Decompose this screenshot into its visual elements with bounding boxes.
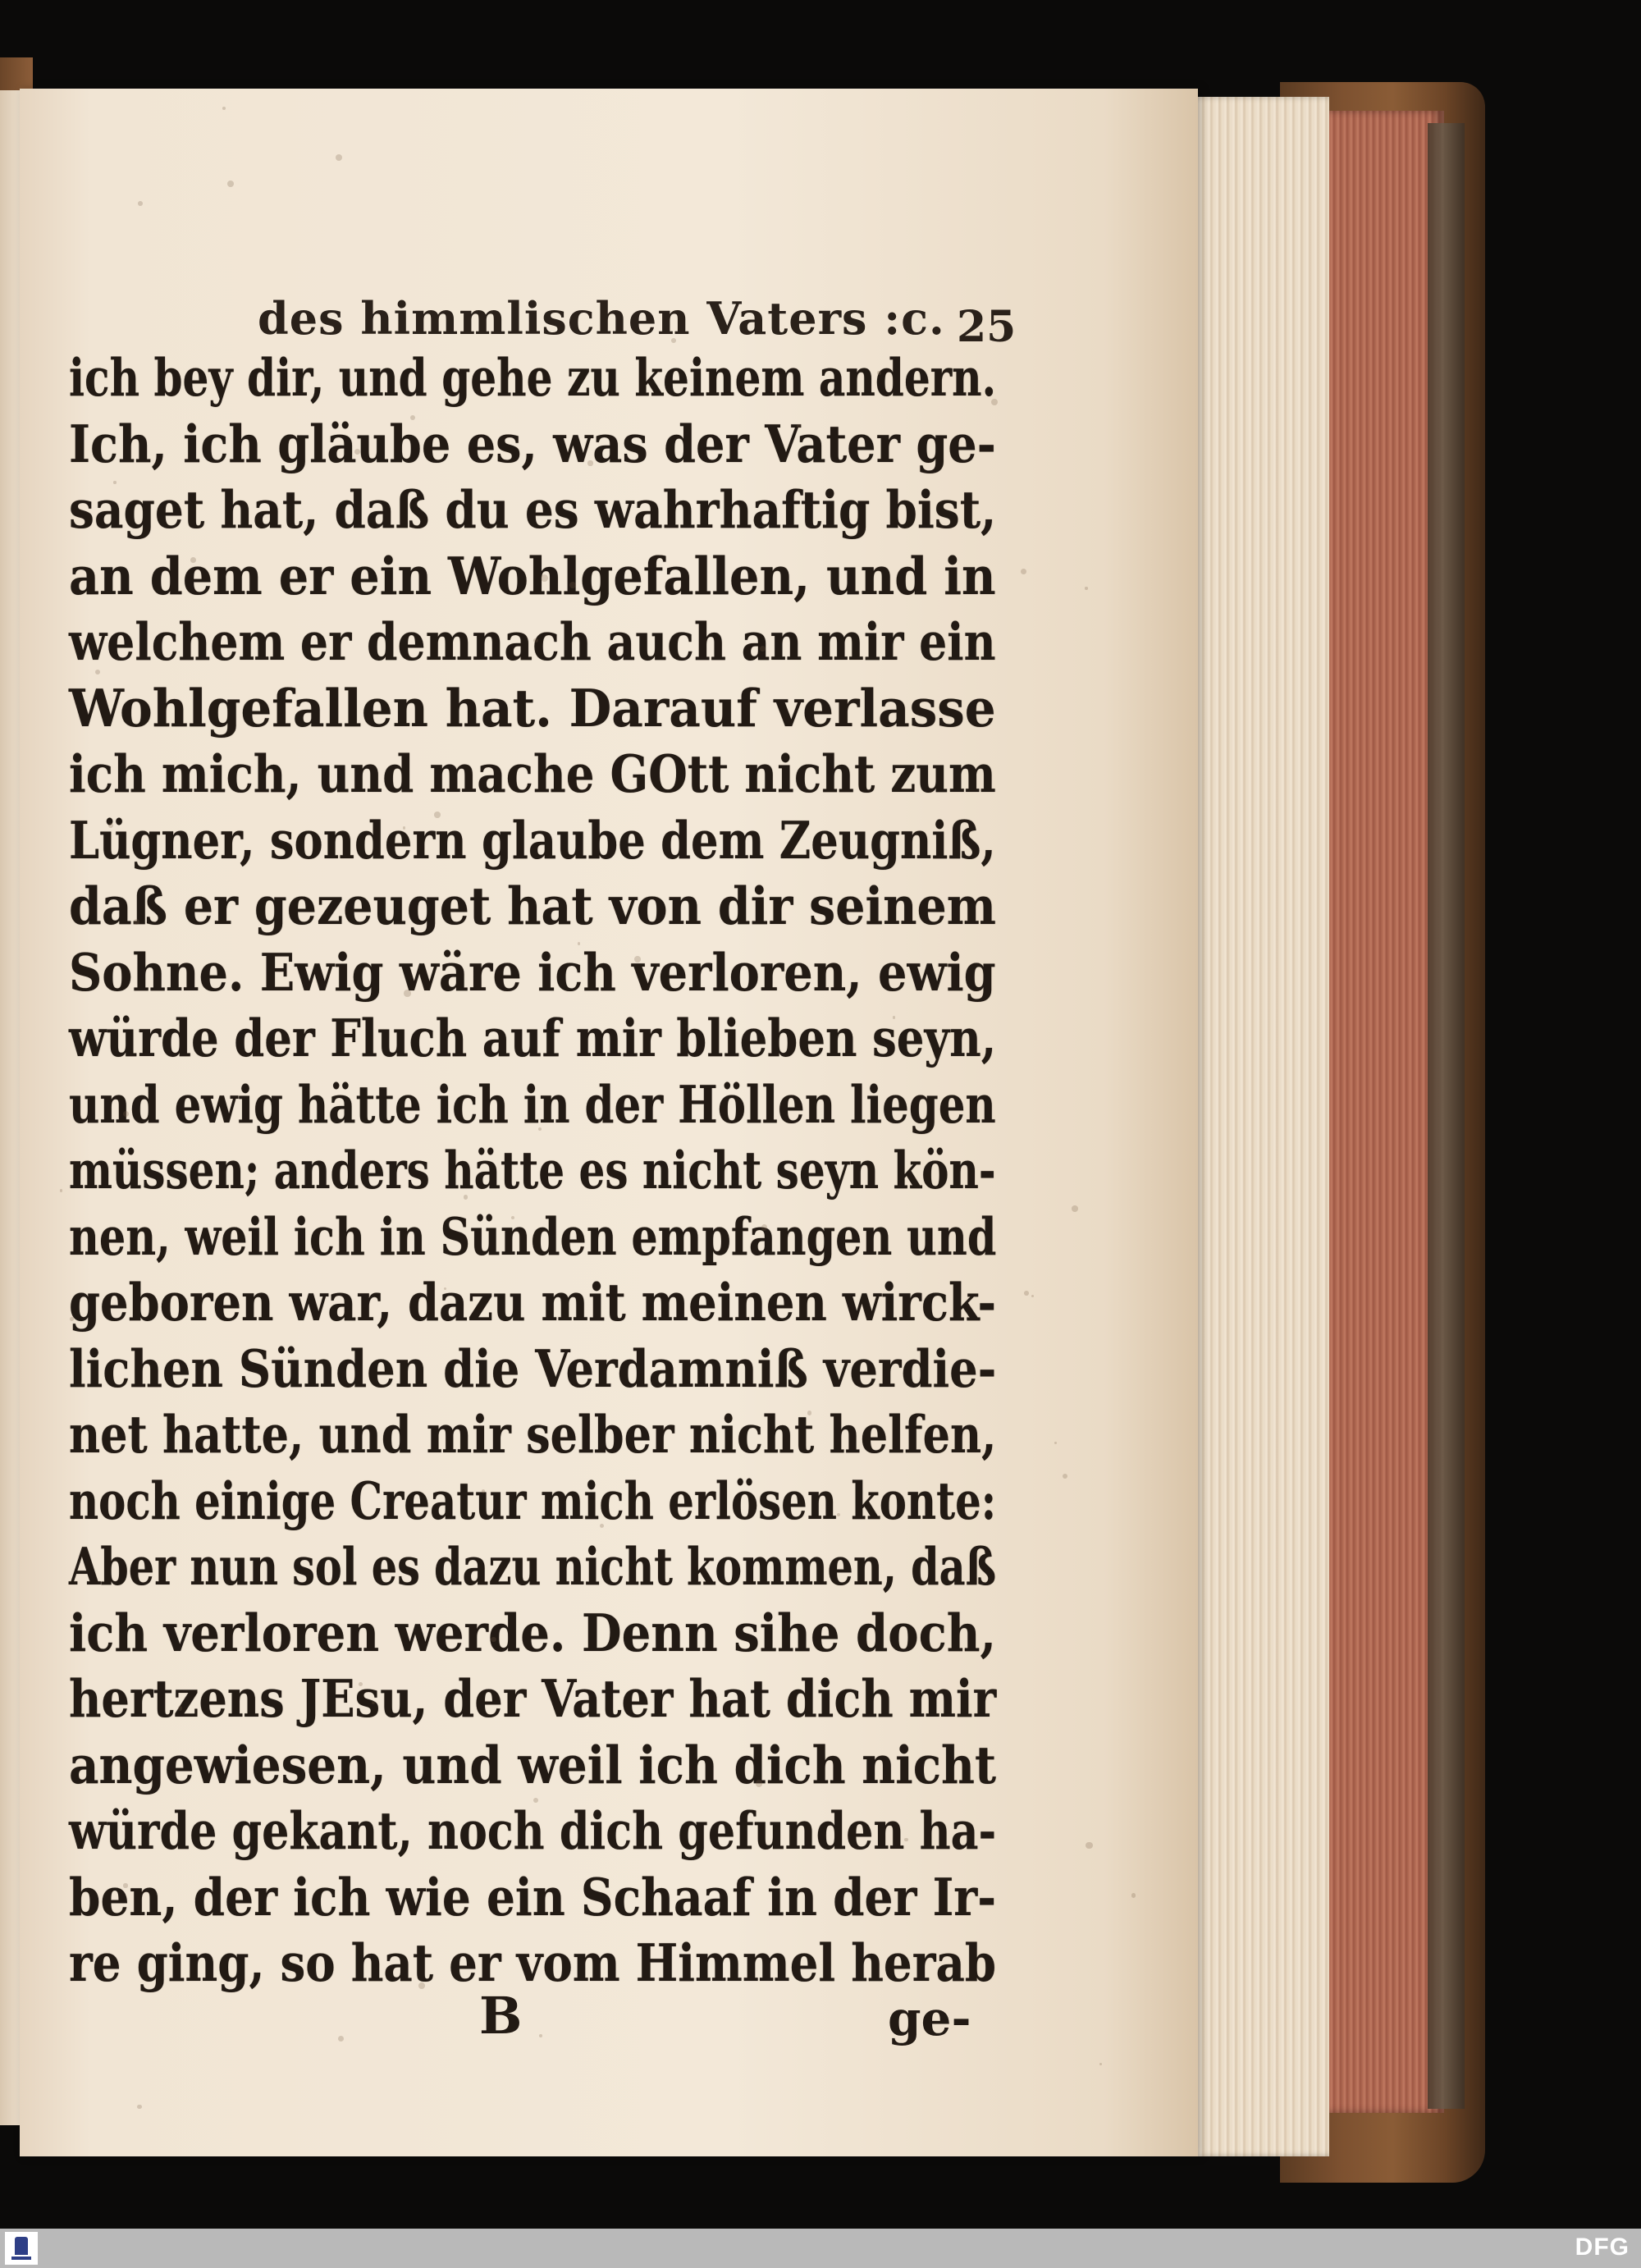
paper-speck (541, 574, 548, 582)
text-line: Sohne. Ewig wäre ich verloren, ewig (69, 941, 996, 1003)
text-line: saget hat, daß du es wahrhaftig bist, (69, 479, 997, 540)
text-line: geboren war, dazu mit meinen wirck- (69, 1272, 997, 1333)
paper-speck (1024, 1291, 1029, 1296)
paper-speck (60, 1189, 62, 1191)
text-line: re ging, so hat er vom Himmel herab (69, 1932, 997, 1993)
paper-speck (1021, 569, 1026, 574)
paper-speck (991, 399, 998, 405)
text-line: ich verloren werde. Denn sihe doch, (69, 1602, 997, 1663)
page-number: 25 (957, 302, 1017, 352)
cover-edge (1428, 123, 1465, 2109)
paper-speck (113, 481, 116, 483)
text-line: angewiesen, und weil ich dich nicht (69, 1734, 997, 1795)
paper-speck (1086, 1842, 1093, 1850)
paper-speck (134, 919, 139, 925)
paper-speck (95, 670, 100, 674)
text-line: würde der Fluch auf mir blieben seyn, (69, 1008, 997, 1068)
paper-speck (338, 2036, 344, 2042)
text-line: ben, der ich wie ein Schaaf in der Ir- (69, 1866, 997, 1927)
paper-speck (444, 1287, 446, 1290)
paper-speck (464, 1195, 469, 1200)
paper-speck (137, 2105, 142, 2110)
text-line: würde gekant, noch dich gefunden ha- (69, 1800, 997, 1861)
paper-speck (190, 557, 196, 563)
paper-speck (797, 424, 800, 428)
running-head: des himmlischen Vaters :c. (258, 292, 945, 345)
paper-speck (403, 826, 405, 829)
paper-speck (227, 181, 234, 187)
library-logo-icon[interactable] (5, 2232, 38, 2265)
paper-speck (418, 1982, 424, 1988)
text-line: und ewig hätte ich in der Höllen liegen (69, 1073, 996, 1135)
paper-speck (404, 990, 411, 997)
paper-speck (511, 1216, 514, 1219)
paper-speck (354, 449, 360, 455)
text-line: Aber nun sol es dazu nicht kommen, daß (69, 1536, 997, 1597)
paper-speck (336, 154, 342, 161)
viewer-footer (0, 2229, 1641, 2268)
text-line: an dem er ein Wohlgefallen, und in (69, 545, 996, 606)
paper-speck (70, 1317, 74, 1321)
paper-speck (1054, 1442, 1058, 1445)
paper-speck (1131, 1893, 1136, 1898)
text-line: Wohlgefallen hat. Darauf verlasse (69, 677, 996, 738)
text-line: müssen; anders hätte es nicht seyn kön- (69, 1140, 996, 1200)
text-line: noch einige Creatur mich erlösen konte: (69, 1470, 997, 1531)
paper-speck (1099, 2063, 1102, 2065)
paper-speck (123, 1883, 127, 1887)
paper-speck (1072, 1205, 1078, 1212)
paper-speck (877, 371, 880, 374)
text-line: Ich, ich gläube es, was der Vater ge- (69, 413, 996, 474)
paper-speck (671, 338, 676, 343)
text-line: Lügner, sondern glaube dem Zeugniß, (69, 809, 996, 871)
paper-speck (434, 812, 441, 818)
paper-speck (578, 942, 581, 945)
paper-speck (482, 1489, 485, 1493)
paper-speck (569, 582, 576, 588)
paper-speck (1063, 1474, 1067, 1479)
paper-speck (904, 1838, 908, 1842)
paper-speck (893, 1016, 895, 1018)
paper-speck (539, 2034, 542, 2037)
text-line: ich bey dir, und gehe zu keinem andern. (69, 347, 997, 408)
book-page (20, 89, 1198, 2156)
text-line: welchem er demnach auch an mir ein (69, 611, 996, 672)
catchword: ge- (888, 1991, 971, 2046)
text-line: net hatte, und mir selber nicht helfen, (69, 1404, 997, 1465)
text-line: lichen Sünden die Verdamniß verdie- (69, 1337, 997, 1399)
paper-speck (756, 1780, 763, 1787)
paper-speck (123, 1111, 129, 1117)
paper-speck (533, 1798, 538, 1803)
text-line: nen, weil ich in Sünden empfangen und (69, 1205, 997, 1267)
paper-speck (761, 1224, 767, 1230)
paper-speck (372, 1701, 375, 1704)
text-line: hertzens JEsu, der Vater hat dich mir (69, 1668, 997, 1729)
paper-speck (222, 107, 226, 110)
paper-speck (533, 638, 538, 643)
paper-speck (587, 460, 592, 465)
page-edges (1321, 111, 1444, 2113)
dfg-logo: DFG (1575, 2234, 1630, 2261)
signature-mark: B (479, 1986, 523, 2046)
paper-speck (1031, 1295, 1034, 1297)
paper-speck (138, 201, 143, 206)
paper-speck (807, 1411, 811, 1415)
text-line: daß er gezeuget hat von dir seinem (69, 876, 997, 936)
text-line: ich mich, und mache GOtt nicht zum (69, 743, 996, 804)
paper-speck (1085, 587, 1087, 589)
